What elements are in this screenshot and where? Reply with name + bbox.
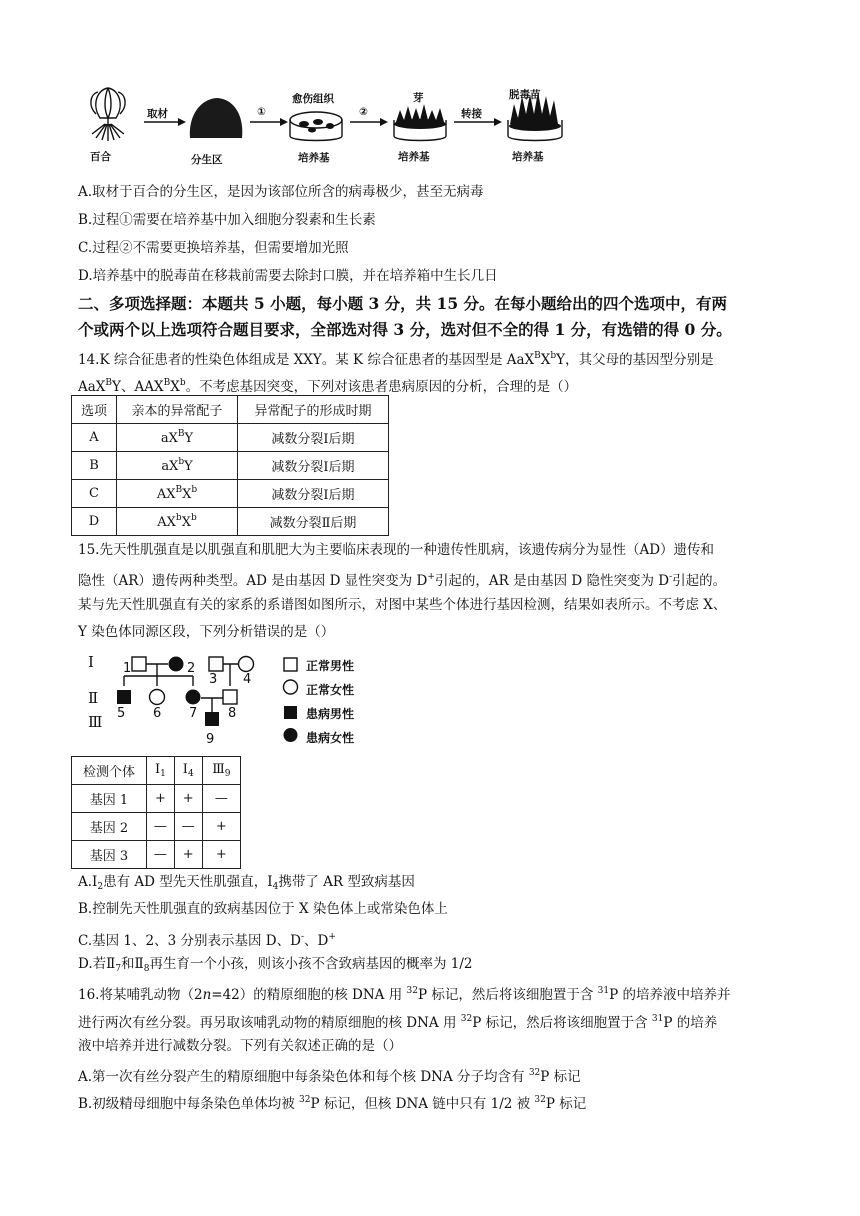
q13-option-d: D.培养基中的脱毒苗在移栽前需要去除封口膜，并在培养箱中生长几日 — [78, 268, 498, 284]
q14-table — [71, 395, 389, 536]
pedigree-num-7: 7 — [189, 706, 198, 721]
q16-option-b: B.初级精母细胞中每条染色单体均被 $^{32}$P 标记，但核 DNA 链中只有 1/2 被 $^{32}$P 标记 — [78, 1095, 587, 1112]
q15-table-header — [72, 757, 241, 785]
legend-normal-male-icon — [284, 658, 297, 671]
legend-affected-male-icon — [284, 706, 297, 719]
q16-stem-line2: 进行两次有丝分裂。再另取该哺乳动物的精原细胞的核 DNA 用 $^{32}$P 标记，然后将该细胞置于含 $^{31}$P 的培养 — [78, 1014, 718, 1031]
table-row — [72, 785, 241, 813]
pedigree-i2 — [169, 657, 184, 672]
arrow-label-step1: ① — [257, 106, 266, 118]
pedigree-num-6: 6 — [153, 706, 162, 721]
label-bud: 芽 — [413, 92, 424, 104]
pedigree-drawing — [80, 650, 280, 750]
q15-cell: + — [147, 785, 175, 813]
q14-row-a-option: A — [72, 424, 117, 452]
q15-cell: — — [202, 785, 240, 813]
q15-cell: — — [147, 841, 175, 869]
q15-cell: + — [202, 813, 240, 841]
table-row — [72, 813, 241, 841]
q15-header-i4: $I_4$ — [174, 757, 202, 785]
legend-affected-female-icon — [284, 728, 298, 742]
q14-header-period: 异常配子的形成时期 — [238, 396, 389, 424]
pedigree-i1 — [132, 657, 146, 671]
q15-header-iii9: $Ⅲ_9$ — [202, 757, 240, 785]
q13-option-a: A.取材于百合的分生区，是因为该部位所含的病毒极少，甚至无病毒 — [78, 184, 484, 200]
table-row — [72, 508, 389, 536]
q15-row-gene1-name: 基因 1 — [72, 785, 147, 813]
table-row — [72, 480, 389, 508]
q13-option-b: B.过程①需要在培养基中加入细胞分裂素和生长素 — [78, 212, 376, 228]
pedigree-num-2: 2 — [187, 661, 196, 676]
table-row — [72, 424, 389, 452]
q14-row-d-option: D — [72, 508, 117, 536]
pedigree-ii6 — [150, 690, 165, 705]
pedigree-num-5: 5 — [117, 706, 126, 721]
q15-cell: + — [174, 785, 202, 813]
label-medium-2: 培养基 — [398, 151, 430, 163]
q16-stem-line3: 液中培养并进行减数分裂。下列有关叙述正确的是（） — [78, 1038, 402, 1054]
q14-row-d-period: 减数分裂Ⅱ后期 — [238, 508, 389, 536]
bud-dish-drawing — [394, 104, 446, 141]
callus-dish-drawing — [290, 112, 342, 141]
q15-header-individual: 检测个体 — [72, 757, 147, 785]
q15-detection-table — [71, 756, 241, 869]
pedigree-iii9 — [205, 712, 219, 726]
q15-option-c: C.基因 1、2、3 分别表示基因 D、D-、D+ — [78, 932, 336, 949]
label-medium-1: 培养基 — [298, 152, 330, 164]
q15-stem-line2: 隐性（AR）遗传两种类型。AD 是由基因 D 显性突变为 D+引起的，AR 是由基因 D 隐性突变为 D-引起的。 — [78, 572, 727, 589]
q14-row-c-gamete: $AX^BX^b$ — [117, 480, 238, 508]
pedigree-num-4: 4 — [243, 672, 252, 687]
q14-row-a-period: 减数分裂Ⅰ后期 — [238, 424, 389, 452]
q15-stem-line4: Y 染色体同源区段，下列分析错误的是（） — [78, 624, 335, 640]
table-row — [72, 841, 241, 869]
q14-header-option: 选项 — [72, 396, 117, 424]
pedigree-ii8 — [223, 690, 237, 704]
q15-stem-line3: 某与先天性肌强直有关的家系的系谱图如图所示，对图中某些个体进行基因检测，结果如表所示。不考虑 X、 — [78, 597, 727, 613]
q15-cell: + — [174, 841, 202, 869]
q15-cell: + — [202, 841, 240, 869]
q15-option-a: $A.I_2$患有 AD 型先天性肌强直，$I_4$携带了 AR 型致病基因 — [78, 874, 415, 892]
q14-header-gamete: 亲本的异常配子 — [117, 396, 238, 424]
pedigree-legend-symbols — [282, 656, 300, 746]
q15-row-gene2-name: 基因 2 — [72, 813, 147, 841]
q15-cell: — — [174, 813, 202, 841]
q15-row-gene3-name: 基因 3 — [72, 841, 147, 869]
label-callus: 愈伤组织 — [292, 93, 334, 105]
q14-row-b-option: B — [72, 452, 117, 480]
q15-header-i1: $I_1$ — [147, 757, 175, 785]
label-lily: 百合 — [90, 151, 111, 163]
lily-bulb-drawing — [91, 88, 125, 141]
q14-table-header — [72, 396, 389, 424]
label-medium-3: 培养基 — [512, 151, 544, 163]
pedigree-num-3: 3 — [209, 672, 218, 687]
legend-normal-male: 正常男性 — [306, 659, 355, 673]
pedigree-gen-iii: Ⅲ — [88, 713, 103, 731]
q14-row-b-period: 减数分裂Ⅰ后期 — [238, 452, 389, 480]
legend-normal-female: 正常女性 — [306, 683, 355, 697]
q14-row-a-gamete: $aX^BY$ — [117, 424, 238, 452]
q14-row-b-gamete: $aX^bY$ — [117, 452, 238, 480]
section2-heading-line2: 个或两个以上选项符合题目要求，全部选对得 3 分，选对但不全的得 1 分，有选错的得 0 分。 — [78, 320, 732, 339]
q16-option-a: A.第一次有丝分裂产生的精原细胞中每条染色体和每个核 DNA 分子均含有 $^{32}$P 标记 — [78, 1068, 581, 1085]
q15-stem-line1: 15.先天性肌强直是以肌强直和肌肥大为主要临床表现的一种遗传性肌病，该遗传病分为显性（AD）遗传和 — [78, 542, 715, 558]
q14-row-c-period: 减数分裂Ⅰ后期 — [238, 480, 389, 508]
pedigree-ii7 — [186, 690, 201, 705]
q13-option-c: C.过程②不需要更换培养基，但需要增加光照 — [78, 240, 349, 256]
q15-cell: — — [147, 813, 175, 841]
pedigree-i3 — [209, 657, 223, 671]
section2-heading-line1: 二、多项选择题：本题共 5 小题，每小题 3 分，共 15 分。在每小题给出的四个选项中，有两 — [78, 294, 728, 313]
pedigree-num-8: 8 — [228, 706, 237, 721]
q15-option-b: B.控制先天性肌强直的致病基因位于 X 染色体上或常染色体上 — [78, 901, 448, 917]
pedigree-num-9: 9 — [206, 732, 215, 747]
label-meristem: 分生区 — [191, 154, 223, 166]
q14-stem-line2: AaX$^B$Y、$AAX^BX^b$。不考虑基因突变，下列对该患者患病原因的分析，合理的是（） — [78, 378, 578, 395]
pedigree-gen-i: Ⅰ — [88, 653, 94, 671]
legend-affected-male: 患病男性 — [306, 707, 355, 721]
pedigree-num-1: 1 — [123, 661, 132, 676]
legend-affected-female: 患病女性 — [306, 731, 355, 745]
q14-stem-line1: 14.K 综合征患者的性染色体组成是 XXY。某 K 综合征患者的基因型是 $AaX^BX^bY$，其父母的基因型分别是 — [78, 351, 714, 368]
meristem-drawing — [190, 98, 242, 138]
pedigree-ii5 — [117, 690, 131, 704]
table-row — [72, 452, 389, 480]
q16-stem-line1: 16.将某哺乳动物（2n=42）的精原细胞的核 DNA 用 $^{32}$P 标记，然后将该细胞置于含 $^{31}$P 的培养液中培养并 — [78, 986, 731, 1003]
arrow-label-take: 取材 — [147, 108, 168, 120]
arrow-label-transfer: 转接 — [461, 108, 482, 120]
pedigree-i4 — [239, 657, 254, 672]
label-virus-free: 脱毒苗 — [509, 89, 541, 101]
legend-normal-female-icon — [284, 680, 298, 694]
pedigree-gen-ii: Ⅱ — [88, 689, 99, 707]
q15-option-d: D.若$Ⅱ_7$和$Ⅱ_8$再生育一个小孩，则该小孩不含致病基因的概率为 1/2 — [78, 956, 473, 974]
q14-row-c-option: C — [72, 480, 117, 508]
arrow-label-step2: ② — [359, 106, 368, 118]
q14-row-d-gamete: $AX^bX^b$ — [117, 508, 238, 536]
